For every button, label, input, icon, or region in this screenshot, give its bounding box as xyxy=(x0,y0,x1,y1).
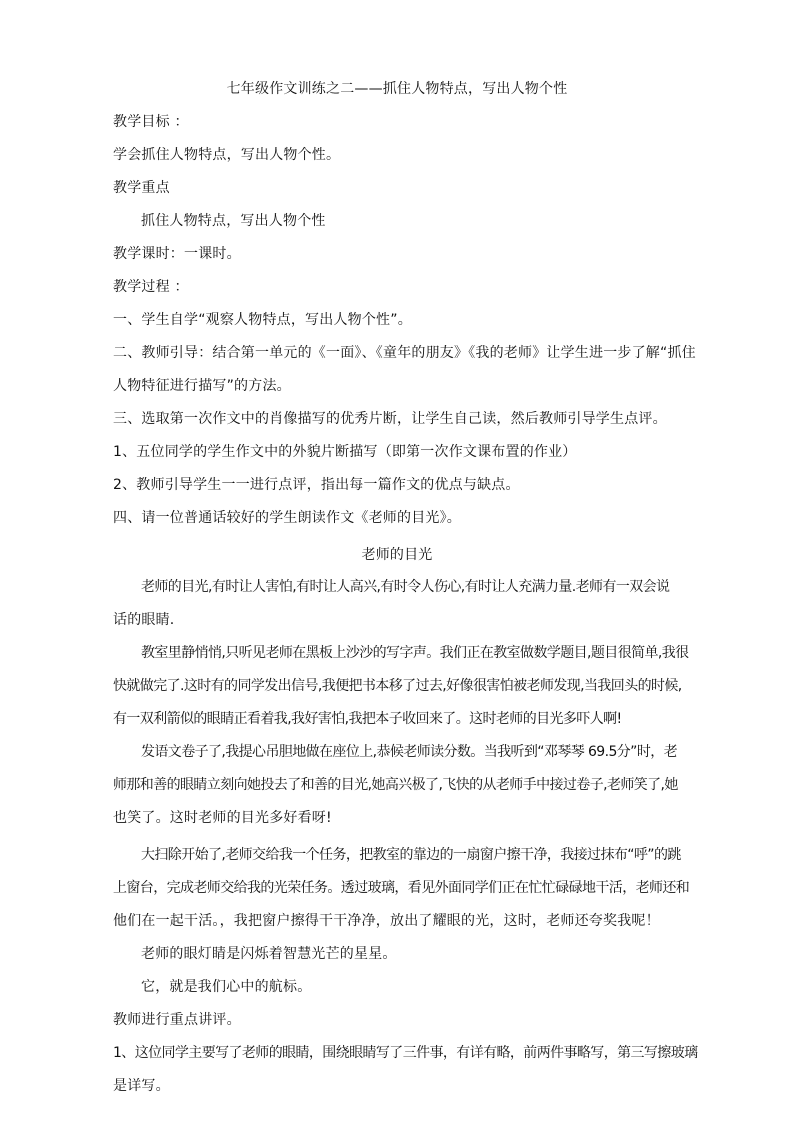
essay-paragraph-2-line-3: 有一双利箭似的眼睛正看着我,我好害怕,我把本子收回来了。这时老师的目光多吓人啊! xyxy=(113,711,622,727)
essay-title: 老师的目光 xyxy=(361,547,433,563)
process-step-3-sub-1: 1、五位同学的学生作文中的外貌片断描写（即第一次作文课布置的作业） xyxy=(113,444,577,460)
process-step-1: 一、学生自学“观察人物特点，写出人物个性”。 xyxy=(113,312,412,328)
process-step-3: 三、选取第一次作文中的肖像描写的优秀片断，让学生自己读，然后教师引导学生点评。 xyxy=(113,411,667,427)
review-item-1-line-1: 1、这位同学主要写了老师的眼睛，围绕眼睛写了三件事，有详有略，前两件事略写，第三写擦玻璃 xyxy=(113,1045,698,1061)
essay-paragraph-4-line-3: 他们在一起干活。，我把窗户擦得干干净净，放出了耀眼的光，这时，老师还夸奖我呢！ xyxy=(113,913,660,929)
process-step-2-line-1: 二、教师引导：结合第一单元的《一面》、《童年的朋友》《我的老师》让学生进一步了解“抓住 xyxy=(113,345,696,361)
essay-paragraph-4-line-1: 大扫除开始了,老师交给我一个任务，把教室的靠边的一扇窗户擦干净，我接过抹布“呼”的跳 xyxy=(141,847,681,863)
goal-heading: 教学目标 ： xyxy=(113,114,189,130)
essay-paragraph-5: 老师的眼灯睛是闪烁着智慧光芒的星星。 xyxy=(141,946,397,962)
review-heading: 教师进行重点讲评。 xyxy=(113,1012,241,1028)
essay-paragraph-2-line-2: 快就做完了.这时有的同学发出信号,我便把书本移了过去,好像很害怕被老师发现,当我回头的时候, xyxy=(113,678,682,694)
period-text: 教学课时：一课时。 xyxy=(113,246,241,262)
essay-paragraph-2-line-1: 教室里静悄悄,只听见老师在黑板上沙沙的写字声。我们正在教室做数学题目,题目很简单,我很 xyxy=(141,645,689,661)
process-step-2-line-2: 人物特征进行描写”的方法。 xyxy=(113,378,291,394)
essay-paragraph-1-line-2: 话的眼睛. xyxy=(113,612,175,628)
essay-paragraph-4-line-2: 上窗台，完成老师交给我的光荣任务。透过玻璃，看见外面同学们正在忙忙碌碌地干活，老师还和 xyxy=(113,880,690,896)
document-title: 七年级作文训练之二——抓住人物特点，写出人物个性 xyxy=(226,81,568,97)
review-item-1-line-2: 是详写。 xyxy=(113,1078,170,1094)
essay-paragraph-6: 它，就是我们心中的航标。 xyxy=(141,979,312,995)
essay-paragraph-3-line-1: 发语文卷子了,我提心吊胆地做在座位上,恭候老师读分数。当我听到“邓琴琴 69.5分”时，老 xyxy=(141,744,678,760)
process-step-4: 四、请一位普通话较好的学生朗读作文《老师的目光》。 xyxy=(113,510,461,526)
essay-paragraph-3-line-3: 也笑了。这时老师的目光多好看呀! xyxy=(113,810,332,826)
process-heading: 教学过程 ： xyxy=(113,279,189,295)
process-step-3-sub-2: 2、教师引导学生一一进行点评，指出每一篇作文的优点与缺点。 xyxy=(113,477,520,493)
focus-heading: 教学重点 xyxy=(113,180,170,196)
focus-text: 抓住人物特点，写出人物个性 xyxy=(141,213,326,229)
goal-text: 学会抓住人物特点，写出人物个性。 xyxy=(113,147,341,163)
essay-paragraph-3-line-2: 师那和善的眼睛立刻向她投去了和善的目光,她高兴极了,飞快的从老师手中接过卷子,老师笑了,她 xyxy=(113,777,678,793)
essay-paragraph-1-line-1: 老师的目光,有时让人害怕,有时让人高兴,有时令人伤心,有时让人充满力量.老师有一双会说 xyxy=(141,579,670,595)
